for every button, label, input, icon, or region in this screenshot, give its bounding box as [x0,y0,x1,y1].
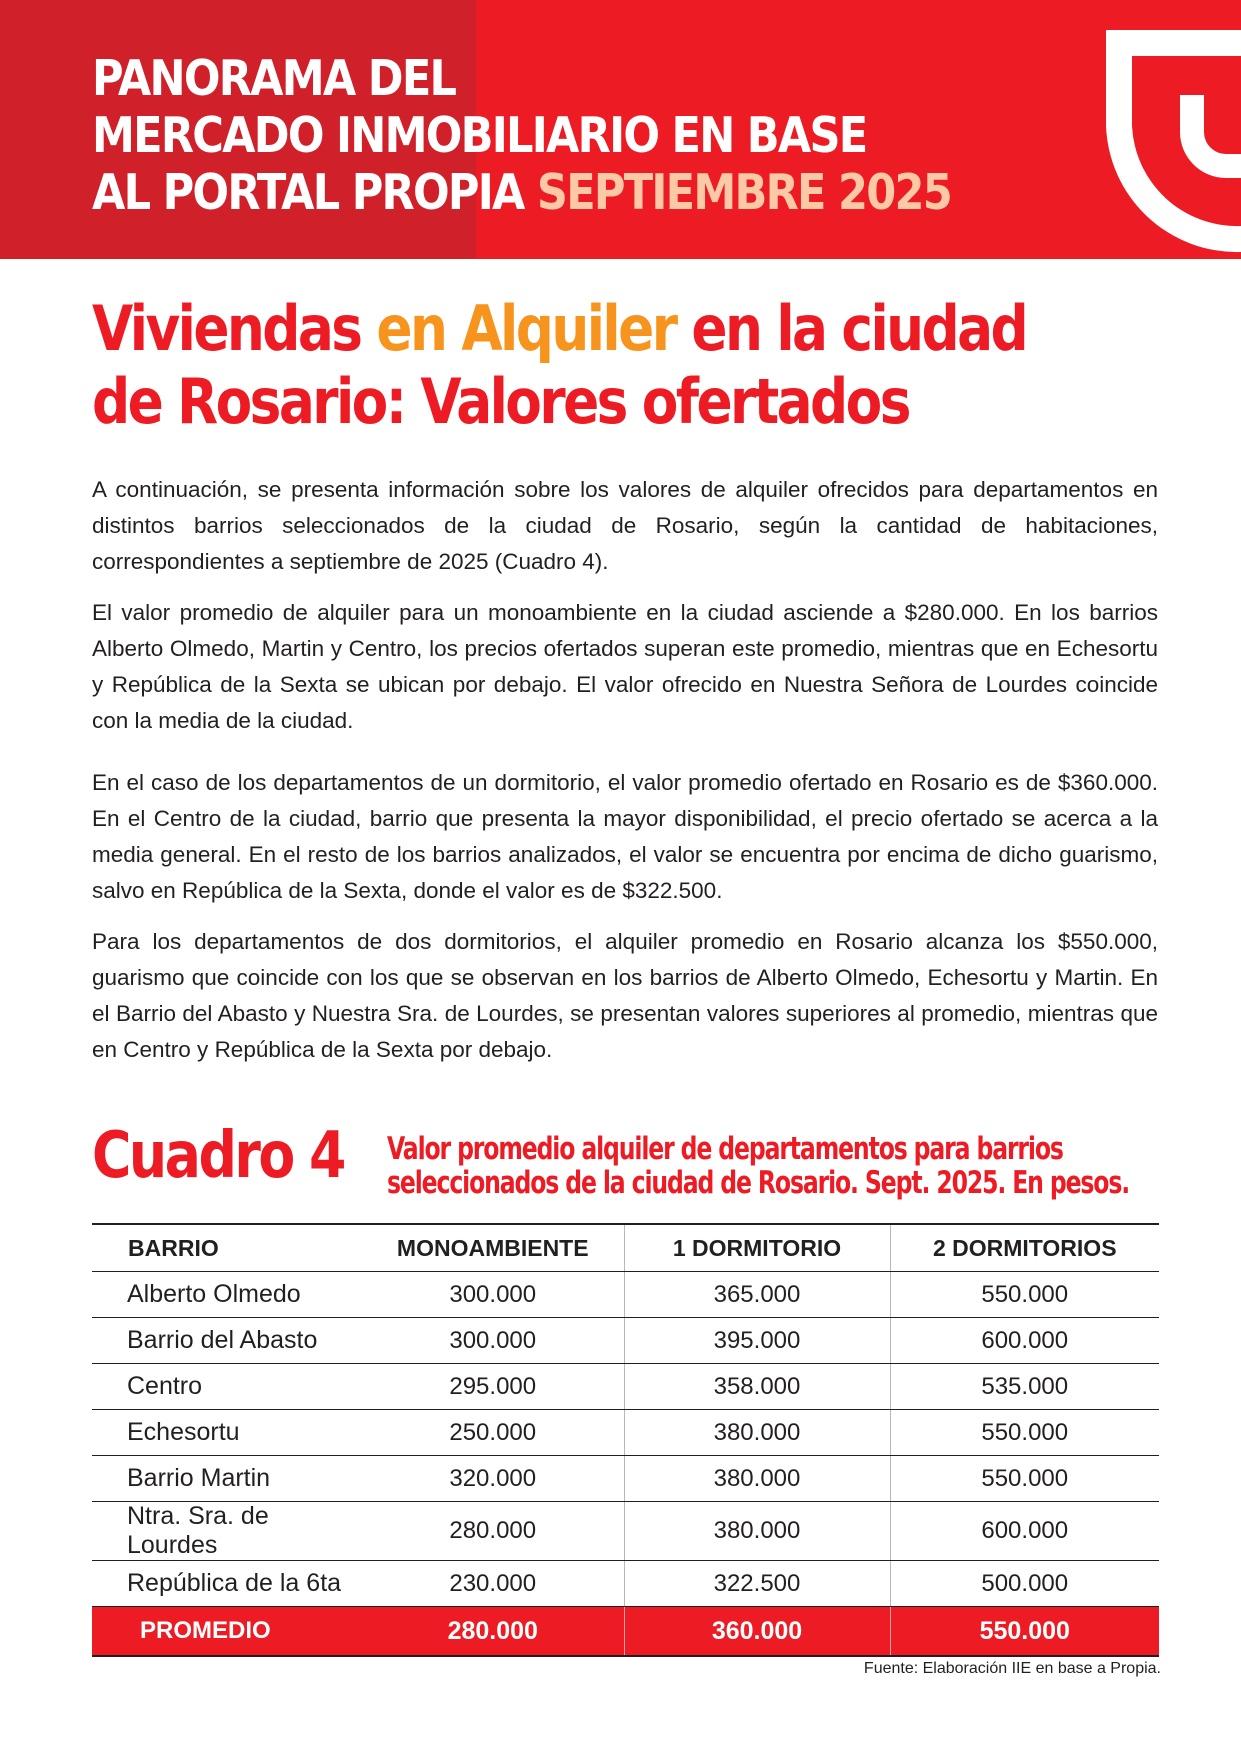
cell-promedio-monoambiente: 280.000 [362,1607,624,1657]
body-text [92,472,1158,1083]
main-title-line-2: de Rosario: Valores ofertados [92,365,909,438]
cell-barrio: Alberto Olmedo [92,1272,362,1318]
shield-logo-icon [1088,0,1241,259]
table-row [92,1502,1159,1561]
cell-monoambiente: 300.000 [362,1318,624,1364]
cell-2-dormitorios: 550.000 [890,1410,1159,1456]
cell-barrio: Centro [92,1364,362,1410]
cell-2-dormitorios: 600.000 [890,1502,1159,1561]
cell-2-dormitorios: 535.000 [890,1364,1159,1410]
header-monoambiente: MONOAMBIENTE [362,1224,624,1272]
header-line-3 [92,164,951,221]
table-row [92,1456,1159,1502]
cell-barrio: Echesortu [92,1410,362,1456]
cell-monoambiente: 230.000 [362,1561,624,1607]
table-row [92,1272,1159,1318]
main-title-accent: en Alquiler [376,292,676,365]
paragraph-intro: A continuación, se presenta información sobre los valores de alquiler ofrecidos para departamentos en distintos barrios seleccionados de la ciudad de Rosario, según la cantidad de habitaciones, correspondientes a septiembre de 2025 (Cuadro 4). [92,477,1158,574]
cuadro-description [387,1131,1130,1201]
header-barrio: BARRIO [92,1224,362,1272]
header-title [92,50,951,221]
source-note: Fuente: Elaboración IIE en base a Propia. [863,1660,1161,1677]
header-1-dormitorio: 1 DORMITORIO [624,1224,890,1272]
cell-1-dormitorio: 322.500 [624,1561,890,1607]
header-banner [0,0,1241,259]
cell-monoambiente: 320.000 [362,1456,624,1502]
cell-2-dormitorios: 600.000 [890,1318,1159,1364]
cell-1-dormitorio: 365.000 [624,1272,890,1318]
header-date: SEPTIEMBRE 2025 [536,164,951,221]
cell-barrio: Ntra. Sra. de Lourdes [92,1502,362,1561]
cell-2-dormitorios: 550.000 [890,1456,1159,1502]
cuadro-description-line-2: seleccionados de la ciudad de Rosario. Sept. 2025. En pesos. [387,1165,1130,1201]
cell-monoambiente: 300.000 [362,1272,624,1318]
table-row [92,1410,1159,1456]
cell-promedio-2-dormitorios: 550.000 [890,1607,1159,1657]
cuadro-label: Cuadro 4 [92,1119,344,1193]
table-header-row [92,1224,1159,1272]
main-title-part-2: en la ciudad [691,292,1027,365]
cell-barrio: Barrio Martin [92,1456,362,1502]
paragraph-monoambiente: El valor promedio de alquiler para un monoambiente en la ciudad asciende a $280.000. En los barrios Alberto Olmedo, Martin y Centro, los precios ofertados superan este promedio, mientras que en Echesortu y República de la Sexta se ubican por debajo. El valor ofrecido en Nuestra Señora de Lourdes coincide con la media de la ciudad. [92,600,1158,733]
table-row [92,1561,1159,1607]
cell-barrio: República de la 6ta [92,1561,362,1607]
cell-promedio-label: PROMEDIO [92,1607,362,1657]
header-line-3-text: AL PORTAL PROPIA [92,164,524,221]
header-2-dormitorios: 2 DORMITORIOS [890,1224,1159,1272]
cell-1-dormitorio: 380.000 [624,1456,890,1502]
header-line-2: MERCADO INMOBILIARIO EN BASE [92,107,867,164]
paragraph-un-dormitorio: En el caso de los departamentos de un dormitorio, el valor promedio ofertado en Rosario es de $360.000. En el Centro de la ciudad, barrio que presenta la mayor disponibilidad, el precio ofertado se acerca a la media general. En el resto de los barrios analizados, el valor se encuentra por encima de dicho guarismo, salvo en República de la Sexta, donde el valor es de $322.500. [92,770,1158,903]
main-title-line-1 [92,292,1090,365]
table-row [92,1364,1159,1410]
paragraph-dos-dormitorios: Para los departamentos de dos dormitorios, el alquiler promedio en Rosario alcanza los $550.000, guarismo que coincide con los que se observan en los barrios de Alberto Olmedo, Echesortu y Martin. En el Barrio del Abasto y Nuestra Sra. de Lourdes, se presentan valores superiores al promedio, mientras que en Centro y República de la Sexta por debajo. [92,929,1158,1062]
cell-monoambiente: 295.000 [362,1364,624,1410]
cell-monoambiente: 250.000 [362,1410,624,1456]
promedio-row [92,1607,1159,1657]
main-title [92,292,1090,438]
table-row [92,1318,1159,1364]
cell-1-dormitorio: 380.000 [624,1410,890,1456]
cell-monoambiente: 280.000 [362,1502,624,1561]
cell-barrio: Barrio del Abasto [92,1318,362,1364]
cell-promedio-1-dormitorio: 360.000 [624,1607,890,1657]
cell-2-dormitorios: 550.000 [890,1272,1159,1318]
cell-1-dormitorio: 395.000 [624,1318,890,1364]
cell-1-dormitorio: 358.000 [624,1364,890,1410]
header-line-1: PANORAMA DEL [92,50,456,107]
main-title-part-1: Viviendas [92,292,361,365]
cell-2-dormitorios: 500.000 [890,1561,1159,1607]
cuadro-description-line-1: Valor promedio alquiler de departamentos para barrios [387,1131,1063,1167]
cell-1-dormitorio: 380.000 [624,1502,890,1561]
rental-values-table [92,1223,1159,1657]
